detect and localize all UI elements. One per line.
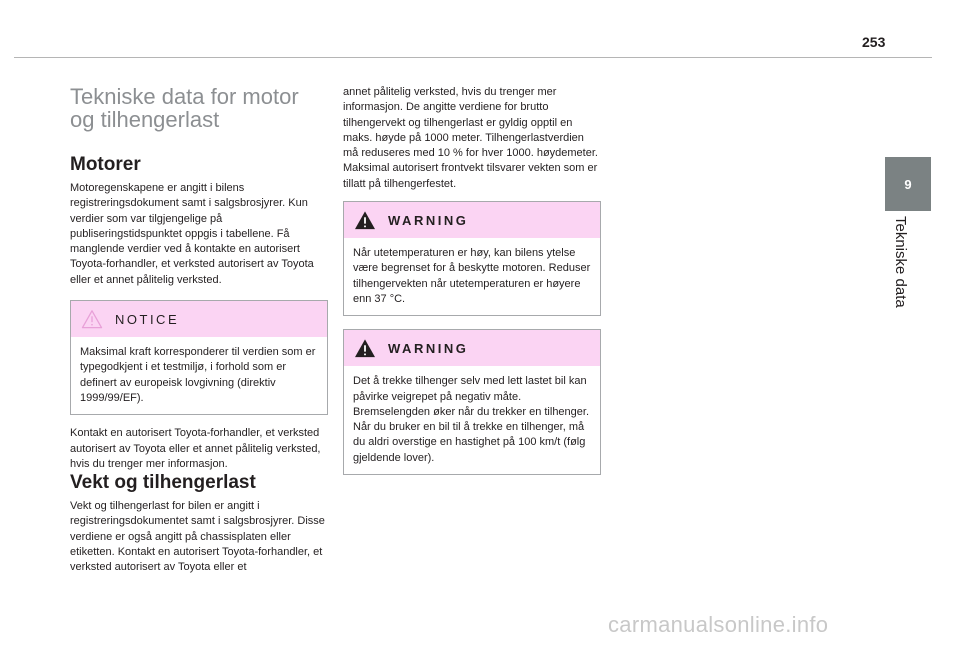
chapter-tab[interactable]: 9 xyxy=(885,157,931,211)
warning-header-1 xyxy=(344,202,600,238)
warning-box-1 xyxy=(343,201,601,316)
vekt-text: Vekt og tilhengerlast for bilen er angitt i registreringsdokumentet samt i salgsbrosjyrer. Disse verdiene er også angitt på chassisplaten eller etiketten. Kontakt en autorisert Toyota-forhandler, et verksted autorisert av Toyota eller et xyxy=(70,500,325,574)
contact-text: Kontakt en autorisert Toyota-forhandler, et verksted autorisert av Toyota eller et annet pålitelig verksted, hvis du trenger mer informasjon. xyxy=(70,427,321,470)
chapter-title: Tekniske data xyxy=(892,216,909,308)
warning-header-2 xyxy=(344,330,600,366)
notice-box xyxy=(70,300,328,415)
page-title: Tekniske data for motor og tilhengerlast xyxy=(70,84,299,132)
heading-motorer: Motorer xyxy=(70,154,141,175)
notice-label: NOTICE xyxy=(115,311,180,327)
left-column xyxy=(70,85,328,576)
watermark: carmanualsonline.info xyxy=(608,612,829,637)
warning-text-1: Når utetemperaturen er høy, kan bilens ytelse være begrenset for å beskytte motoren. Reduser tilhengervekten når utetemperaturen er høyere enn 37 °C. xyxy=(353,247,591,305)
warning-triangle-outline-icon xyxy=(81,309,103,329)
heading-vekt: Vekt og tilhengerlast xyxy=(70,472,256,494)
warning-triangle-filled-icon xyxy=(354,210,376,230)
page-number: 253 xyxy=(862,34,886,50)
notice-header xyxy=(71,301,327,337)
warning-label-1: WARNING xyxy=(388,212,469,228)
warning-label-2: WARNING xyxy=(388,340,469,356)
notice-text: Maksimal kraft korresponderer til verdien som er typegodkjent i et testmiljø, i forhold som er definert av europeisk lovgivning (direktiv 1999/99/EF). xyxy=(80,346,316,404)
header-rule xyxy=(14,57,932,58)
warning-triangle-filled-icon xyxy=(354,338,376,358)
continuation-text: annet pålitelig verksted, hvis du trenger mer informasjon. De angitte verdiene for brutto tilhengervekt og tilhengerlast er gyldig opptil en maks. høyde på 1000 meter. Tilhengerlastverdien må reduseres med 10 % for hver 1000. høydemeter. Maksimal autorisert frontvekt tilsvarer vekten som er tillatt på tilhengerfestet. xyxy=(343,86,598,190)
warning-text-2: Det å trekke tilhenger selv med lett lastet bil kan påvirke veigrepet på negativ måte. Bremselengden øker når du trekker en tilhenger. Når du bruker en bil til å trekke en tilhenger, må du aldri overstige en hastighet på 100 km/t (følg gjeldende lover). xyxy=(353,375,590,464)
motorer-text: Motoregenskapene er angitt i bilens registreringsdokument samt i salgsbrosjyrer. Kun verdier som var tilgjengelige på publiseringstidspunktet oppgis i tabellene. Få manglende verdier ved å kontakte en autorisert Toyota-forhandler, et verksted autorisert av Toyota eller et annet pålitelig verksted. xyxy=(70,182,314,286)
right-column xyxy=(343,85,601,486)
warning-box-2 xyxy=(343,329,601,475)
